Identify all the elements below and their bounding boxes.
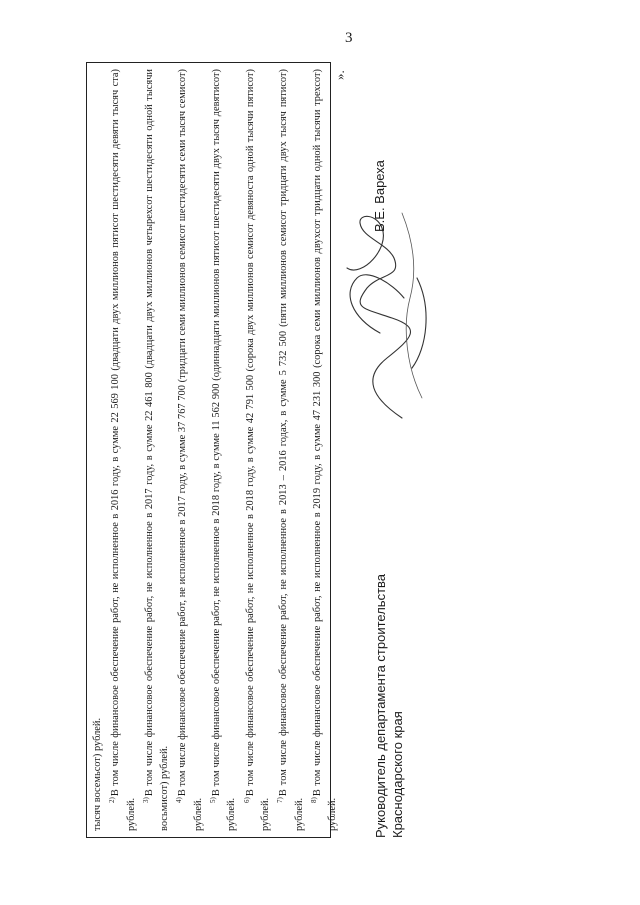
footnote-8 <box>307 69 341 831</box>
footnote-mark: 5) <box>209 797 218 803</box>
page-number: 3 <box>345 30 353 46</box>
position-line-1: Руководитель департамента строительства <box>373 573 388 838</box>
closing-quote: ». <box>332 70 347 80</box>
footnote-mark: 8) <box>309 797 318 803</box>
footnote-5 <box>206 69 240 831</box>
footnote-mark: 6) <box>242 797 251 803</box>
footnote-text: В том числе финансовое обеспечение работ, не исполненное в 2019 году, в сумме 47 231 300 (сорока семи миллионов двухсот тридцати одной тысячи трехсот) рублей. <box>311 69 339 831</box>
footnote-mark: 7) <box>276 797 285 803</box>
signatory-position <box>372 574 406 838</box>
position-line-2: Краснодарского края <box>390 711 405 838</box>
footnote-mark: 2) <box>108 797 117 803</box>
handwritten-signature <box>332 198 442 428</box>
footnote-4 <box>172 69 206 831</box>
footnote-text: В том числе финансовое обеспечение работ, не исполненное в 2017 году, в сумме 22 461 800 (двадцати двух миллионов четырехсот шестидесяти одной тысячи восьмисот) рублей. <box>143 69 171 831</box>
footnote-text: В том числе финансовое обеспечение работ, не исполненное в 2018 году, в сумме 11 562 900 (одиннадцати миллионов пятисот шестидесяти двух тысяч девятисот) рублей. <box>211 69 238 831</box>
footnotes-box <box>86 62 339 838</box>
footnote-2 <box>105 69 139 831</box>
footnote-6 <box>240 69 274 831</box>
footnote-text: В том числе финансовое обеспечение работ, не исполненное в 2017 году, в сумме 37 767 700 (тридцати семи миллионов семисот шестидесяти семи тысяч семисот) рублей. <box>177 69 204 831</box>
footnote-mark: 4) <box>175 797 184 803</box>
footnote-lead: тысяч восемьсот) рублей. <box>92 717 103 831</box>
footnote-text: В том числе финансовое обеспечение работ, не исполненное в 2016 году, в сумме 22 569 100 (двадцати двух миллионов пятисот шестидесяти девяти тысяч ста) рублей. <box>110 69 137 831</box>
footnote-7 <box>273 69 307 831</box>
footnote-mark: 3) <box>141 797 150 803</box>
footnote-text: В том числе финансовое обеспечение работ, не исполненное в 2018 году, в сумме 42 791 500 (сорока двух миллионов семисот девяноста одной тысячи пятисот) рублей. <box>244 69 271 831</box>
rotated-page-content <box>70 58 590 868</box>
signatory-name: В.Е. Вареха <box>372 160 387 232</box>
footnote-3 <box>139 69 173 831</box>
footnote-text: В том числе финансовое обеспечение работ, не исполненное в 2013 – 2016 годах, в сумме 5 732 500 (пяти миллионов семисот тридцати двух тысяч пятисот) рублей. <box>278 69 305 831</box>
